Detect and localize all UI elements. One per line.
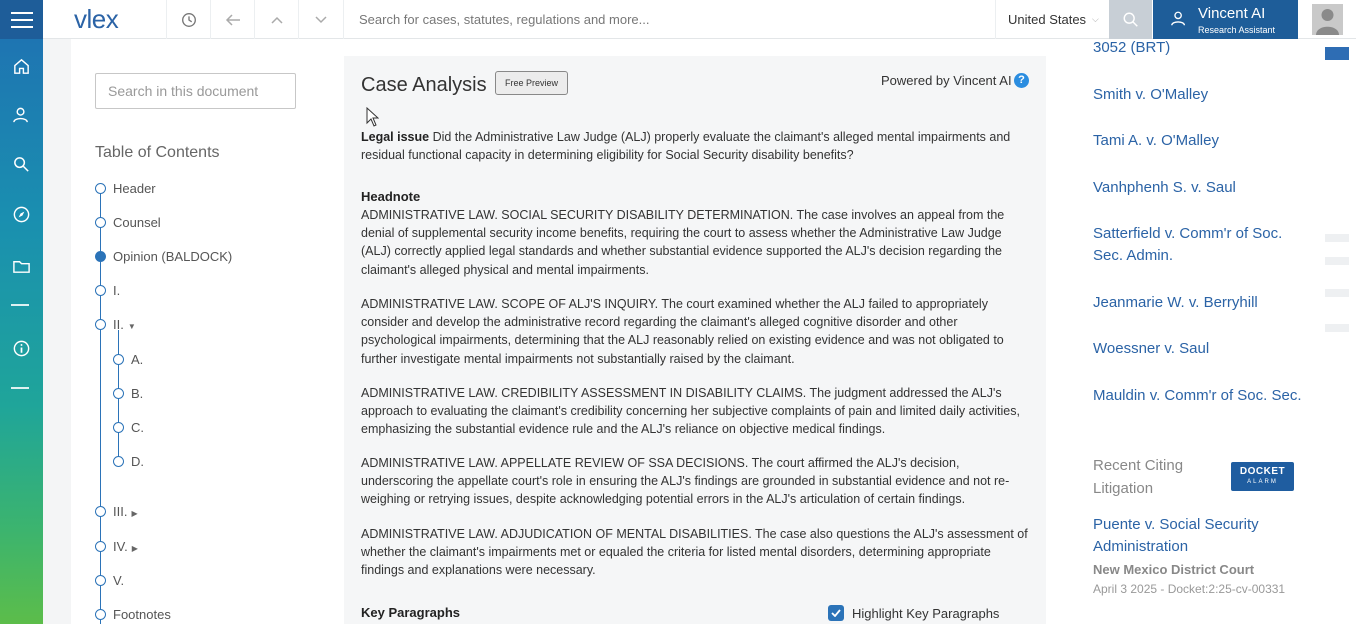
- highlight-key-paragraphs-toggle[interactable]: [828, 605, 999, 621]
- scroll-marker: [1325, 289, 1349, 297]
- toc-item-opinion[interactable]: [113, 249, 232, 265]
- search-button[interactable]: [1109, 0, 1152, 39]
- arrow-left-icon: [224, 13, 242, 27]
- toc-dot: [113, 388, 124, 399]
- citing-case-link[interactable]: Jeanmarie W. v. Berryhill: [1093, 294, 1258, 311]
- back-button[interactable]: [210, 0, 254, 39]
- caret-right-icon[interactable]: ▶: [131, 544, 138, 553]
- toc-dot: [95, 609, 106, 620]
- headnote-paragraph: ADMINISTRATIVE LAW. APPELLATE REVIEW OF SSA DECISIONS. The court affirmed the ALJ's decision, underscoring the appellate court's role in ensuring the ALJ's findings are grounded in substantial evidence and not re-weighing or retrying issues, despite acknowledging potential errors in the ALJ's articulation of certain findings.: [361, 456, 1010, 507]
- toc-item-iv[interactable]: [113, 539, 138, 555]
- litigation-docket: April 3 2025 - Docket:2:25-cv-00331: [1093, 582, 1286, 596]
- litigation-court: New Mexico District Court: [1093, 562, 1255, 577]
- citing-case-link[interactable]: Tami A. v. O'Malley: [1093, 132, 1219, 149]
- headnote-paragraph: ADMINISTRATIVE LAW. SOCIAL SECURITY DISABILITY DETERMINATION. The case involves an appeal from the denial of supplemental security income benefits, requiring the court to assess whether the Administrative Law Judge (ALJ) correctly applied legal standards and whether substantial evidence supported the ALJ's decision regarding the claimant's alleged physical and mental impairments.: [361, 208, 1005, 277]
- toc-item-d[interactable]: [131, 454, 144, 470]
- citing-case-link[interactable]: Vanhphenh S. v. Saul: [1093, 179, 1236, 196]
- toc-dot: [95, 183, 106, 194]
- citing-case-link[interactable]: Woessner v. Saul: [1093, 340, 1210, 357]
- citing-case-link[interactable]: Satterfield v. Comm'r of Soc. Sec. Admin.: [1093, 225, 1283, 264]
- headnote-paragraph: ADMINISTRATIVE LAW. SCOPE OF ALJ'S INQUIRY. The court examined whether the ALJ failed to appropriately consider and develop the administrative record regarding the claimant's alleged cognitive disorder and other psychological impairments, determining that the ALJ reasonably relied on existing evidence and was not obligated to further investigate mental impairments not substantially raised by the claimant.: [361, 297, 1004, 366]
- search-icon[interactable]: [12, 155, 31, 174]
- toc-item-label: IV.: [113, 539, 128, 554]
- scroll-marker: [1325, 324, 1349, 332]
- toc-item-a[interactable]: [131, 352, 143, 368]
- toc-item-label: Header: [113, 181, 156, 196]
- toc-item-label: I.: [113, 283, 121, 298]
- toc-dot: [113, 422, 124, 433]
- toc-item-label: B.: [131, 386, 144, 401]
- recent-citing-litigation-heading: Recent Citing Litigation: [1093, 457, 1184, 497]
- toc-dot: [95, 217, 106, 228]
- search-icon: [1122, 11, 1140, 29]
- toc-item-footnotes[interactable]: [113, 607, 171, 623]
- home-icon[interactable]: [12, 57, 31, 76]
- toc-item-c[interactable]: [131, 420, 144, 436]
- user-avatar[interactable]: [1312, 4, 1343, 35]
- history-icon: [180, 11, 198, 29]
- right-scroll-strip[interactable]: [1318, 39, 1356, 624]
- docket-alarm-logo[interactable]: [1231, 462, 1294, 491]
- toc-dot: [95, 541, 106, 552]
- hamburger-menu-icon[interactable]: [0, 0, 43, 39]
- vlex-logo[interactable]: vlex: [74, 4, 119, 34]
- assistant-subtitle: Research Assistant: [1198, 25, 1276, 35]
- toc-item-label: II.: [113, 317, 124, 332]
- powered-by-label: Powered by Vincent AI: [881, 73, 1012, 88]
- scroll-indicator[interactable]: [1325, 47, 1349, 60]
- country-selector[interactable]: [995, 0, 1103, 39]
- vincent-ai-button[interactable]: [1153, 0, 1298, 39]
- litigation-case-link[interactable]: Puente v. Social Security Administration: [1093, 516, 1259, 555]
- top-bar: [43, 0, 1356, 39]
- history-button[interactable]: [166, 0, 210, 39]
- compass-icon[interactable]: [12, 205, 31, 224]
- document-search-input[interactable]: [96, 74, 295, 108]
- global-search: [343, 0, 995, 39]
- free-preview-button[interactable]: Free Preview: [495, 71, 568, 95]
- toc-item-header[interactable]: [113, 181, 156, 197]
- headnote-paragraph: ADMINISTRATIVE LAW. ADJUDICATION OF MENTAL DISABILITIES. The case also questions the ALJ's assessment of whether the claimant's impairments met or equaled the criteria for listed mental disorders, determining appropriate findings and explanations were necessary.: [361, 527, 1028, 578]
- left-rail: [0, 0, 43, 624]
- user-settings-icon[interactable]: [12, 106, 31, 125]
- global-search-input[interactable]: [344, 0, 995, 39]
- toc-item-iii[interactable]: [113, 504, 138, 520]
- toc-item-label: V.: [113, 573, 125, 588]
- citing-case-link[interactable]: Mauldin v. Comm'r of Soc. Sec.: [1093, 387, 1302, 404]
- toc-item-label: Opinion (BALDOCK): [113, 249, 233, 264]
- toc-item-counsel[interactable]: [113, 215, 161, 231]
- rail-divider: [11, 304, 29, 306]
- toc-item-v[interactable]: [113, 573, 124, 589]
- help-icon[interactable]: ?: [1014, 73, 1029, 88]
- chevron-down-icon: [314, 15, 328, 25]
- scroll-marker: [1325, 257, 1349, 265]
- legal-issue-text: Did the Administrative Law Judge (ALJ) properly evaluate the claimant's alleged mental impairments and residual functional capacity in determining eligibility for Social Security disability benefits?: [361, 130, 1011, 163]
- checkbox-checked-icon[interactable]: [828, 605, 844, 621]
- mouse-cursor-icon: [366, 107, 379, 127]
- toc-title: Table of Contents: [95, 144, 220, 161]
- user-assistant-icon: [1170, 10, 1188, 28]
- assistant-name: Vincent AI: [1198, 5, 1266, 22]
- toc-dot: [113, 456, 124, 467]
- toc-item-label: A.: [131, 352, 144, 367]
- toc-item-label: Footnotes: [113, 607, 171, 622]
- chevron-down-icon: ⌵: [1092, 14, 1099, 24]
- docket-badge-line2: ALARM: [1247, 479, 1278, 485]
- country-label: United States: [1008, 12, 1087, 27]
- toc-dot-active: [95, 251, 106, 262]
- next-button[interactable]: [298, 0, 342, 39]
- highlight-label: Highlight Key Paragraphs: [852, 605, 1000, 621]
- caret-right-icon[interactable]: ▶: [131, 509, 138, 518]
- toc-item-label: Counsel: [113, 215, 161, 230]
- info-icon[interactable]: [12, 339, 31, 358]
- docket-badge-line1: DOCKET: [1239, 466, 1286, 477]
- toc-dot: [113, 354, 124, 365]
- case-analysis-title: Case Analysis: [361, 74, 487, 96]
- toc-item-i[interactable]: [113, 283, 120, 299]
- headnote-paragraph: ADMINISTRATIVE LAW. CREDIBILITY ASSESSMENT IN DISABILITY CLAIMS. The judgment addressed the ALJ's approach to evaluating the claimant's credibility concerning her subjective complaints of pain and limited daily activities, emphasizing the substantial evidence rule and the ALJ's reliance on objective medical findings.: [361, 386, 1020, 437]
- chevron-up-icon: [270, 15, 284, 25]
- key-paragraphs-heading: Key Paragraphs: [361, 605, 460, 620]
- toc-item-label: III.: [113, 504, 128, 519]
- avatar-icon: [1312, 4, 1343, 35]
- toc-item-label: D.: [131, 454, 144, 469]
- toc-item-label: C.: [131, 420, 144, 435]
- toc-item-ii[interactable]: [113, 317, 136, 333]
- toc-item-b[interactable]: [131, 386, 143, 402]
- scroll-marker: [1325, 234, 1349, 242]
- legal-issue: [361, 128, 1033, 164]
- rail-divider: [11, 387, 29, 389]
- legal-issue-label: Legal issue: [361, 130, 430, 144]
- toc-dot: [95, 285, 106, 296]
- toc-dot: [95, 575, 106, 586]
- toc-dot: [95, 319, 106, 330]
- previous-button[interactable]: [254, 0, 298, 39]
- document-search: [95, 73, 296, 109]
- caret-down-icon[interactable]: ▼: [127, 322, 136, 331]
- citing-case-link[interactable]: Smith v. O'Malley: [1093, 86, 1209, 103]
- folder-icon[interactable]: [12, 257, 31, 276]
- headnote-heading: Headnote: [361, 189, 421, 204]
- toc-dot: [95, 506, 106, 517]
- citing-case-link[interactable]: 3052 (BRT): [1093, 39, 1171, 56]
